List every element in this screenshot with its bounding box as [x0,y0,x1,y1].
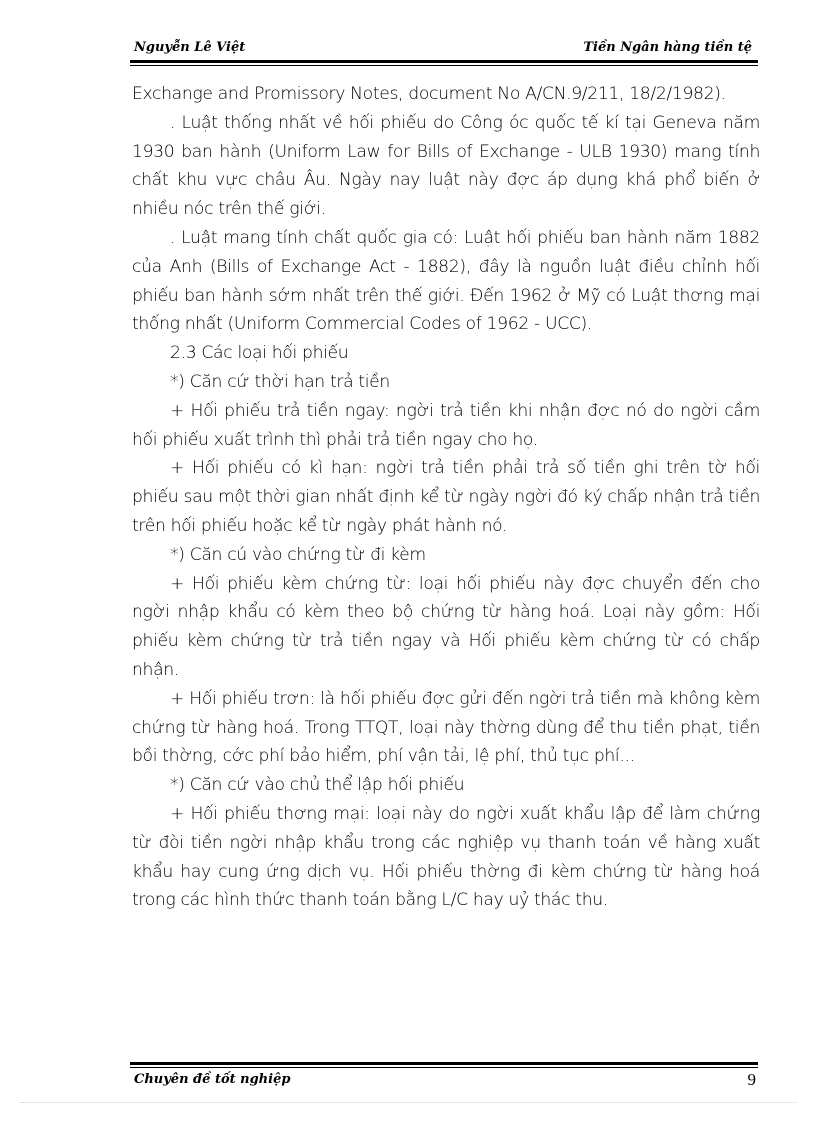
page-number: 9 [747,1070,756,1089]
paragraph: + Hối phiếu trơn: là hối phiếu đợc gửi đến ngời trả tiền mà không kèm chứng từ hàng hoá. Trong TTQT, loại này thờng dùng để thu tiền phạt, tiền bồi thờng, cớc phí bảo hiểm, phí vận tải, lệ phí, thủ tục phí... [132,688,760,767]
header-subject: Tiền Ngân hàng tiền tệ [583,40,752,55]
header-rule [130,60,758,66]
paragraph: . Luật thống nhất về hối phiếu do Công óc quốc tế kí tại Geneva năm 1930 ban hành (Uniform Law for Bills of Exchange - ULB 1930) mang tính chất khu vực châu Âu. Ngày nay luật này đợc áp dụng khá phổ biến ở nhiều nóc trên thế giới. [132,112,760,220]
paragraph: + Hối phiếu kèm chứng từ: loại hối phiếu này đợc chuyển đến cho ngời nhập khẩu có kèm theo bộ chứng từ hàng hoá. Loại này gồm: Hối phiếu kèm chứng từ trả tiền ngay và Hối phiếu kèm chứng từ có chấp nhận. [132,573,760,680]
body-text [132,80,760,915]
footer-rule [130,1062,758,1068]
subheading: *) Căn cứ thời hạn trả tiền [170,371,390,392]
footer-title: Chuyên đề tốt nghiệp [134,1072,291,1087]
page-edge-dots [20,1102,796,1103]
paragraph: + Hối phiếu có kì hạn: ngời trả tiền phải trả số tiền ghi trên tờ hối phiếu sau một thời gian nhất định kể từ ngày ngời đó ký chấp nhận trả tiền trên hối phiếu hoặc kể từ ngày phát hành nó. [132,458,760,536]
subheading: *) Căn cú vào chứng từ đi kèm [170,544,426,565]
subheading: *) Căn cứ vào chủ thể lập hối phiếu [170,775,465,796]
paragraph: Exchange and Promissory Notes, document No A/CN.9/211, 18/2/1982). [132,84,726,104]
paragraph: + Hối phiếu thơng mại: loại này do ngời xuất khẩu lập để làm chứng từ đòi tiền ngời nhập khẩu trong các nghiệp vụ thanh toán về hàng xuất khẩu hay cung ứng dịch vụ. Hối phiếu thờng đi kèm chứng từ hàng hoá trong các hình thức thanh toán bằng L/C hay uỷ thác thu. [132,803,760,911]
header-author: Nguyễn Lê Việt [134,40,246,55]
paragraph: . Luật mang tính chất quốc gia có: Luật hối phiếu ban hành năm 1882 của Anh (Bills of Exchange Act - 1882), đây là nguồn luật điều chỉnh hối phiếu ban hành sớm nhất trên thế giới. Đến 1962 ở Mỹ có Luật thơng mại thống nhất (Uniform Commercial Codes of 1962 - UCC). [132,227,760,335]
section-heading: 2.3 Các loại hối phiếu [170,343,349,364]
paragraph: + Hối phiếu trả tiền ngay: ngời trả tiền khi nhận đợc nó do ngời cầm hối phiếu xuất trình thì phải trả tiền ngay cho họ. [132,400,760,450]
